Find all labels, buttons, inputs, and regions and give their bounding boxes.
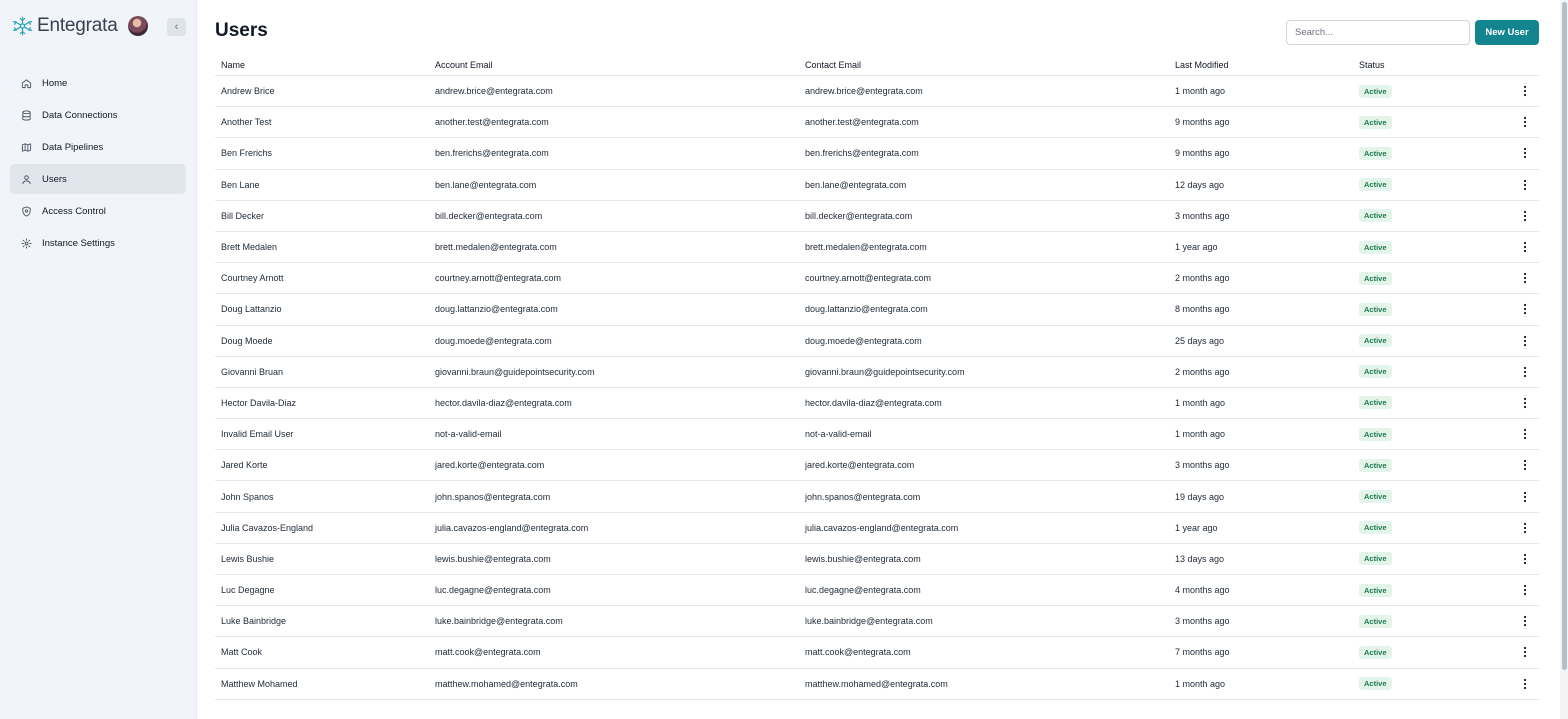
status-cell (1359, 85, 1499, 98)
last-modified-cell: 19 days ago (1175, 491, 1225, 502)
shield-icon (21, 206, 32, 217)
account-email-cell: lewis.bushie@entegrata.com (435, 553, 551, 564)
status-cell (1359, 459, 1499, 472)
status-badge: Active (1359, 646, 1392, 659)
account-email-cell: another.test@entegrata.com (435, 117, 549, 128)
sidebar-item-access-control[interactable] (10, 196, 186, 226)
more-vertical-icon[interactable] (1519, 458, 1531, 472)
name-cell: Ben Lane (221, 179, 260, 190)
contact-email-cell: doug.lattanzio@entegrata.com (805, 304, 928, 315)
status-cell (1359, 615, 1499, 628)
column-header-account-email[interactable]: Account Email (435, 59, 493, 70)
status-cell (1359, 365, 1499, 378)
sidebar-item-label: Data Pipelines (42, 141, 104, 153)
row-actions-cell (1499, 677, 1539, 691)
row-actions-cell (1499, 365, 1539, 379)
status-cell (1359, 334, 1499, 347)
contact-email-cell: julia.cavazos-england@entegrata.com (805, 522, 959, 533)
row-actions-cell (1499, 240, 1539, 254)
row-actions-cell (1499, 427, 1539, 441)
name-cell: Andrew Brice (221, 86, 275, 97)
table-row[interactable] (215, 544, 1539, 575)
row-actions-cell (1499, 302, 1539, 316)
table-row[interactable] (215, 450, 1539, 481)
row-actions-cell (1499, 645, 1539, 659)
status-cell (1359, 677, 1499, 690)
name-cell: Luke Bainbridge (221, 616, 287, 627)
row-actions-cell (1499, 614, 1539, 628)
new-user-button[interactable]: New User (1475, 20, 1539, 45)
status-badge: Active (1359, 584, 1392, 597)
avatar[interactable] (128, 16, 148, 36)
name-cell: Luc Degagne (221, 585, 275, 596)
more-vertical-icon[interactable] (1519, 614, 1531, 628)
status-badge: Active (1359, 552, 1392, 565)
account-email-cell: john.spanos@entegrata.com (435, 491, 551, 502)
account-email-cell: luc.degagne@entegrata.com (435, 585, 551, 596)
status-badge: Active (1359, 147, 1392, 160)
contact-email-cell: luke.bainbridge@entegrata.com (805, 616, 933, 627)
status-cell (1359, 116, 1499, 129)
status-cell (1359, 272, 1499, 285)
sidebar-item-label: Instance Settings (42, 237, 115, 249)
status-badge: Active (1359, 677, 1392, 690)
name-cell: Another Test (221, 117, 272, 128)
more-vertical-icon[interactable] (1519, 583, 1531, 597)
account-email-cell: doug.moede@entegrata.com (435, 335, 552, 346)
more-vertical-icon[interactable] (1519, 178, 1531, 192)
table-row[interactable] (215, 419, 1539, 450)
last-modified-cell: 1 month ago (1175, 397, 1226, 408)
sidebar-item-instance-settings[interactable] (10, 228, 186, 258)
last-modified-cell: 13 days ago (1175, 553, 1225, 564)
table-row[interactable] (215, 232, 1539, 263)
sidebar-item-data-pipelines[interactable] (10, 132, 186, 162)
contact-email-cell: hector.davila-diaz@entegrata.com (805, 397, 942, 408)
status-badge: Active (1359, 615, 1392, 628)
column-header-contact-email[interactable]: Contact Email (805, 59, 862, 70)
users-table (215, 54, 1539, 700)
more-vertical-icon[interactable] (1519, 645, 1531, 659)
name-cell: Giovanni Bruan (221, 366, 284, 377)
account-email-cell: julia.cavazos-england@entegrata.com (435, 522, 589, 533)
row-actions-cell (1499, 84, 1539, 98)
more-vertical-icon[interactable] (1519, 490, 1531, 504)
status-badge: Active (1359, 428, 1392, 441)
account-email-cell: brett.medalen@entegrata.com (435, 242, 557, 253)
status-badge: Active (1359, 85, 1392, 98)
last-modified-cell: 9 months ago (1175, 117, 1230, 128)
status-cell (1359, 178, 1499, 191)
name-cell: Ben Frerichs (221, 148, 273, 159)
last-modified-cell: 4 months ago (1175, 585, 1230, 596)
name-cell: Hector Davila-Diaz (221, 397, 297, 408)
more-vertical-icon[interactable] (1519, 365, 1531, 379)
database-icon (21, 110, 32, 121)
status-cell (1359, 490, 1499, 503)
contact-email-cell: lewis.bushie@entegrata.com (805, 553, 921, 564)
contact-email-cell: ben.lane@entegrata.com (805, 179, 907, 190)
account-email-cell: jared.korte@entegrata.com (435, 460, 545, 471)
last-modified-cell: 2 months ago (1175, 273, 1230, 284)
contact-email-cell: giovanni.braun@guidepointsecurity.com (805, 366, 965, 377)
more-vertical-icon[interactable] (1519, 146, 1531, 160)
status-badge: Active (1359, 209, 1392, 222)
row-actions-cell (1499, 458, 1539, 472)
contact-email-cell: courtney.arnott@entegrata.com (805, 273, 932, 284)
table-row[interactable] (215, 326, 1539, 357)
account-email-cell: hector.davila-diaz@entegrata.com (435, 397, 572, 408)
account-email-cell: matthew.mohamed@entegrata.com (435, 678, 578, 689)
last-modified-cell: 8 months ago (1175, 304, 1230, 315)
more-vertical-icon[interactable] (1519, 115, 1531, 129)
status-badge: Active (1359, 303, 1392, 316)
table-body (215, 76, 1539, 700)
row-actions-cell (1499, 146, 1539, 160)
table-row[interactable] (215, 606, 1539, 637)
table-header (215, 54, 1539, 76)
last-modified-cell: 7 months ago (1175, 647, 1230, 658)
more-vertical-icon[interactable] (1519, 271, 1531, 285)
name-cell: Lewis Bushie (221, 553, 275, 564)
contact-email-cell: john.spanos@entegrata.com (805, 491, 921, 502)
status-badge: Active (1359, 396, 1392, 409)
contact-email-cell: brett.medalen@entegrata.com (805, 242, 927, 253)
table-row[interactable] (215, 263, 1539, 294)
last-modified-cell: 2 months ago (1175, 366, 1230, 377)
account-email-cell: bill.decker@entegrata.com (435, 210, 543, 221)
last-modified-cell: 3 months ago (1175, 616, 1230, 627)
status-cell (1359, 552, 1499, 565)
column-header-last-modified[interactable]: Last Modified (1175, 59, 1229, 70)
more-vertical-icon[interactable] (1519, 677, 1531, 691)
table-row[interactable] (215, 637, 1539, 668)
account-email-cell: doug.lattanzio@entegrata.com (435, 304, 558, 315)
last-modified-cell: 1 month ago (1175, 678, 1226, 689)
status-cell (1359, 303, 1499, 316)
sidebar-item-label: Data Connections (42, 109, 118, 121)
contact-email-cell: doug.moede@entegrata.com (805, 335, 922, 346)
row-actions-cell (1499, 583, 1539, 597)
contact-email-cell: not-a-valid-email (805, 429, 872, 440)
account-email-cell: not-a-valid-email (435, 429, 502, 440)
more-vertical-icon[interactable] (1519, 240, 1531, 254)
status-badge: Active (1359, 272, 1392, 285)
status-badge: Active (1359, 116, 1392, 129)
contact-email-cell: matthew.mohamed@entegrata.com (805, 678, 948, 689)
account-email-cell: luke.bainbridge@entegrata.com (435, 616, 563, 627)
sidebar-item-users[interactable] (10, 164, 186, 194)
last-modified-cell: 1 year ago (1175, 242, 1218, 253)
more-vertical-icon[interactable] (1519, 552, 1531, 566)
row-actions-cell (1499, 334, 1539, 348)
name-cell: Jared Korte (221, 460, 268, 471)
account-email-cell: andrew.brice@entegrata.com (435, 86, 553, 97)
sidebar-nav (10, 68, 186, 260)
status-cell (1359, 646, 1499, 659)
last-modified-cell: 9 months ago (1175, 148, 1230, 159)
sidebar-item-label: Home (42, 77, 68, 89)
contact-email-cell: andrew.brice@entegrata.com (805, 86, 923, 97)
contact-email-cell: luc.degagne@entegrata.com (805, 585, 921, 596)
more-vertical-icon[interactable] (1519, 334, 1531, 348)
status-badge: Active (1359, 459, 1392, 472)
contact-email-cell: another.test@entegrata.com (805, 117, 919, 128)
table-row[interactable] (215, 201, 1539, 232)
scrollbar-thumb[interactable] (1562, 2, 1567, 670)
more-vertical-icon[interactable] (1519, 302, 1531, 316)
home-icon (21, 78, 32, 89)
status-cell (1359, 209, 1499, 222)
status-cell (1359, 428, 1499, 441)
account-email-cell: ben.frerichs@entegrata.com (435, 148, 549, 159)
table-row[interactable] (215, 388, 1539, 419)
search-input[interactable] (1286, 20, 1470, 45)
status-cell (1359, 396, 1499, 409)
status-cell (1359, 147, 1499, 160)
row-actions-cell (1499, 209, 1539, 223)
row-actions-cell (1499, 521, 1539, 535)
scrollbar[interactable] (1560, 0, 1568, 719)
name-cell: Matthew Mohamed (221, 678, 298, 689)
contact-email-cell: matt.cook@entegrata.com (805, 647, 911, 658)
table-row[interactable] (215, 669, 1539, 700)
status-badge: Active (1359, 521, 1392, 534)
row-actions-cell (1499, 178, 1539, 192)
status-badge: Active (1359, 334, 1392, 347)
sidebar (0, 0, 197, 719)
account-email-cell: giovanni.braun@guidepointsecurity.com (435, 366, 595, 377)
more-vertical-icon[interactable] (1519, 84, 1531, 98)
status-badge: Active (1359, 178, 1392, 191)
sidebar-item-home[interactable] (10, 68, 186, 98)
chevron-left-icon: ‹ (174, 21, 179, 33)
table-row[interactable] (215, 513, 1539, 544)
status-badge: Active (1359, 490, 1392, 503)
name-cell: Brett Medalen (221, 242, 278, 253)
table-row[interactable] (215, 575, 1539, 606)
last-modified-cell: 1 month ago (1175, 86, 1226, 97)
status-badge: Active (1359, 365, 1392, 378)
brand-name: Entegrata (37, 15, 118, 36)
page-title: Users (215, 20, 268, 41)
row-actions-cell (1499, 271, 1539, 285)
account-email-cell: courtney.arnott@entegrata.com (435, 273, 562, 284)
column-header-status[interactable]: Status (1359, 59, 1385, 70)
table-row[interactable] (215, 294, 1539, 325)
more-vertical-icon[interactable] (1519, 396, 1531, 410)
name-cell: Invalid Email User (221, 429, 294, 440)
name-cell: Matt Cook (221, 647, 263, 658)
status-badge: Active (1359, 241, 1392, 254)
contact-email-cell: bill.decker@entegrata.com (805, 210, 913, 221)
name-cell: John Spanos (221, 491, 274, 502)
account-email-cell: matt.cook@entegrata.com (435, 647, 541, 658)
table-row[interactable] (215, 357, 1539, 388)
last-modified-cell: 1 year ago (1175, 522, 1218, 533)
row-actions-cell (1499, 552, 1539, 566)
more-vertical-icon[interactable] (1519, 209, 1531, 223)
status-cell (1359, 241, 1499, 254)
contact-email-cell: jared.korte@entegrata.com (805, 460, 915, 471)
last-modified-cell: 3 months ago (1175, 460, 1230, 471)
contact-email-cell: ben.frerichs@entegrata.com (805, 148, 919, 159)
last-modified-cell: 25 days ago (1175, 335, 1225, 346)
name-cell: Courtney Arnott (221, 273, 284, 284)
sidebar-item-label: Access Control (42, 205, 106, 217)
user-icon (21, 174, 32, 185)
table-row[interactable] (215, 170, 1539, 201)
last-modified-cell: 3 months ago (1175, 210, 1230, 221)
brand[interactable] (12, 14, 118, 38)
collapse-sidebar-button[interactable] (167, 18, 186, 36)
last-modified-cell: 12 days ago (1175, 179, 1225, 190)
row-actions-cell (1499, 490, 1539, 504)
row-actions-cell (1499, 396, 1539, 410)
table-row[interactable] (215, 138, 1539, 169)
column-header-name[interactable]: Name (221, 59, 246, 70)
name-cell: Doug Moede (221, 335, 273, 346)
table-row[interactable] (215, 481, 1539, 512)
gear-icon (21, 238, 32, 249)
more-vertical-icon[interactable] (1519, 521, 1531, 535)
name-cell: Bill Decker (221, 210, 265, 221)
status-cell (1359, 584, 1499, 597)
account-email-cell: ben.lane@entegrata.com (435, 179, 537, 190)
table-row[interactable] (215, 107, 1539, 138)
name-cell: Doug Lattanzio (221, 304, 282, 315)
status-cell (1359, 521, 1499, 534)
last-modified-cell: 1 month ago (1175, 429, 1226, 440)
sidebar-item-data-connections[interactable] (10, 100, 186, 130)
more-vertical-icon[interactable] (1519, 427, 1531, 441)
sidebar-item-label: Users (42, 173, 67, 185)
entegrata-logo-icon (12, 14, 33, 38)
table-row[interactable] (215, 76, 1539, 107)
map-icon (21, 142, 32, 153)
row-actions-cell (1499, 115, 1539, 129)
name-cell: Julia Cavazos-England (221, 522, 314, 533)
